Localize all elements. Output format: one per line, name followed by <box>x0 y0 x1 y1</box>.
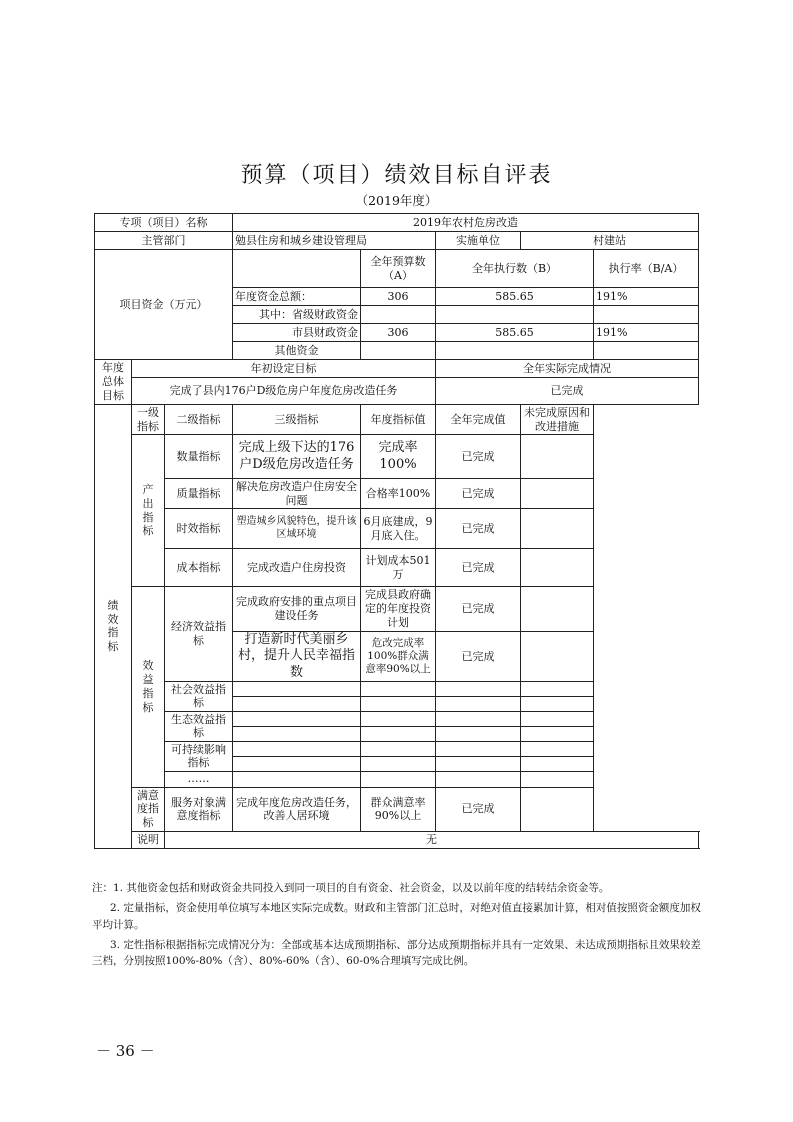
remark-row <box>95 831 699 848</box>
fund-name: 其他资金 <box>233 342 361 360</box>
social-label: 社会效益指标 <box>165 681 233 711</box>
note-1: 注：1. 其他资金包括和财政资金共同投入到同一项目的自有资金、社会资金，以及以前年度的结转结余资金等。 <box>92 882 610 894</box>
project-name-label: 专项（项目）名称 <box>95 214 233 232</box>
goal-label: 年度总体目标 <box>95 360 132 405</box>
project-name-value: 2019年农村危房改造 <box>233 214 699 232</box>
indicators-label: 绩效指标 <box>95 405 132 849</box>
actual: 已完成 <box>436 509 521 549</box>
fund-budget <box>361 342 436 360</box>
actual: 已完成 <box>436 549 521 587</box>
fund-exec <box>436 342 594 360</box>
notes <box>92 880 702 973</box>
target: 危改完成率100%群众满意率90%以上 <box>361 632 436 682</box>
reason <box>521 787 594 831</box>
satisfaction-label: 满意度指标 <box>132 787 165 831</box>
impl-label: 实施单位 <box>436 232 521 250</box>
header-target: 年度指标值 <box>361 405 436 435</box>
l3: 完成上级下达的176户D级危房改造任务 <box>233 435 361 479</box>
fund-rate <box>594 306 699 324</box>
l2: 质量指标 <box>165 479 233 509</box>
note-2: 2. 定量指标，资金使用单位填写本地区实际完成数。财政和主管部门汇总时，对绝对值直接累加计算，相对值按照资金额度加权平均计算。 <box>92 902 701 931</box>
l2: 成本指标 <box>165 549 233 587</box>
fund-rate <box>594 342 699 360</box>
target: 群众满意率90%以上 <box>361 787 436 831</box>
l3: 完成政府安排的重点项目建设任务 <box>233 587 361 632</box>
fund-rate: 191% <box>594 288 699 306</box>
indicator-row <box>95 435 699 479</box>
fund-budget <box>361 306 436 324</box>
fund-name: 其中：省级财政资金 <box>233 306 361 324</box>
actual: 已完成 <box>436 787 521 831</box>
project-name-row <box>95 214 699 232</box>
department-row <box>95 232 699 250</box>
funds-label: 项目资金（万元） <box>95 250 233 360</box>
page-number: － 36 － <box>96 1042 155 1060</box>
l3: 完成年度危房改造任务，改善人居环境 <box>233 787 361 831</box>
goal-row <box>95 378 699 405</box>
economic-label: 经济效益指标 <box>165 587 233 682</box>
indicator-row <box>95 681 699 696</box>
l2: 数量指标 <box>165 435 233 479</box>
actual: 已完成 <box>436 632 521 682</box>
dept-label: 主管部门 <box>95 232 233 250</box>
funds-header-row <box>95 250 699 288</box>
header-actual: 全年完成值 <box>436 405 521 435</box>
goal-header-row <box>95 360 699 378</box>
header-l2: 二级指标 <box>165 405 233 435</box>
remark-label: 说明 <box>132 831 165 848</box>
reason <box>521 632 594 682</box>
target: 计划成本501万 <box>361 549 436 587</box>
target: 6月底建成，9月底入住。 <box>361 509 436 549</box>
l3: 打造新时代美丽乡村，提升人民幸福指数 <box>233 632 361 682</box>
indicator-row <box>95 771 699 787</box>
indicator-row <box>95 509 699 549</box>
l3: 塑造城乡风貌特色，提升该区域环境 <box>233 509 361 549</box>
reason <box>521 587 594 632</box>
col-budget-label: 全年预算数（A） <box>361 250 436 288</box>
fund-name: 市县财政资金 <box>233 324 361 342</box>
evaluation-table <box>94 213 699 849</box>
indicator-row <box>95 787 699 831</box>
output-label: 产出指标 <box>132 435 165 587</box>
dept-value: 勉县住房和城乡建设管理局 <box>233 232 436 250</box>
impl-value: 村建站 <box>521 232 699 250</box>
fund-exec <box>436 306 594 324</box>
eco-label: 生态效益指标 <box>165 711 233 741</box>
remark-value: 无 <box>165 831 699 848</box>
l3: 完成改造户住房投资 <box>233 549 361 587</box>
fund-budget: 306 <box>361 324 436 342</box>
reason <box>521 549 594 587</box>
goal-set: 完成了县内176户D级危房户年度危房改造任务 <box>132 378 436 405</box>
note-3: 3. 定性指标根据指标完成情况分为：全部或基本达成预期指标、部分达成预期指标并具有一定效果、未达成预期指标且效果较差三档，分别按照100%-80%（含）、80%-60%（含）、60-0%合理填写完成比例。 <box>92 938 701 968</box>
header-reason: 未完成原因和改进措施 <box>521 405 594 435</box>
target: 完成率100% <box>361 435 436 479</box>
indicator-row <box>95 587 699 632</box>
fund-exec: 585.65 <box>436 324 594 342</box>
fund-exec: 585.65 <box>436 288 594 306</box>
l2: 时效指标 <box>165 509 233 549</box>
goal-actual-label: 全年实际完成情况 <box>436 360 699 378</box>
reason <box>521 479 594 509</box>
sustain-label: 可持续影响指标 <box>165 741 233 771</box>
benefit-label: 效益指标 <box>132 587 165 788</box>
actual: 已完成 <box>436 479 521 509</box>
target: 合格率100% <box>361 479 436 509</box>
l2: 服务对象满意度指标 <box>165 787 233 831</box>
indicator-header-row <box>95 405 699 435</box>
goal-set-label: 年初设定目标 <box>132 360 436 378</box>
header-l1: 一级指标 <box>132 405 165 435</box>
ellipsis: …… <box>165 771 233 787</box>
col-rate-label: 执行率（B/A） <box>594 250 699 288</box>
indicator-row <box>95 741 699 756</box>
header-l3: 三级指标 <box>233 405 361 435</box>
page-subtitle: （2019年度） <box>355 193 438 208</box>
fund-budget: 306 <box>361 288 436 306</box>
indicator-row <box>95 549 699 587</box>
l3: 解决危房改造户住房安全问题 <box>233 479 361 509</box>
col-exec-label: 全年执行数（B） <box>436 250 594 288</box>
actual: 已完成 <box>436 587 521 632</box>
reason <box>521 435 594 479</box>
page-title: 预算（项目）绩效目标自评表 <box>240 163 553 188</box>
fund-rate: 191% <box>594 324 699 342</box>
indicator-row <box>95 479 699 509</box>
actual: 已完成 <box>436 435 521 479</box>
target: 完成县政府确定的年度投资计划 <box>361 587 436 632</box>
reason <box>521 509 594 549</box>
goal-actual: 已完成 <box>436 378 699 405</box>
fund-name: 年度资金总额： <box>233 288 361 306</box>
indicator-row <box>95 711 699 726</box>
funds-blank <box>233 250 361 288</box>
